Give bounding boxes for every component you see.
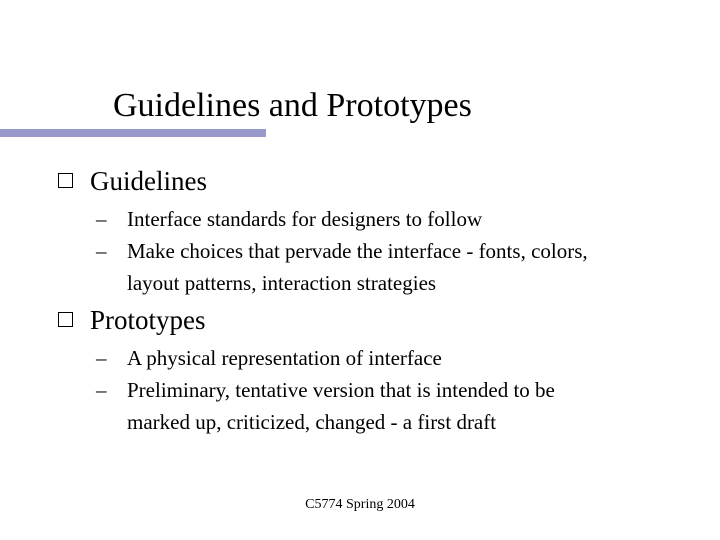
sub-bullet-line: layout patterns, interaction strategies [127,271,437,295]
sub-bullet-item [0,203,720,235]
sub-bullet-list [0,342,720,438]
sub-bullet-text [127,203,687,235]
title-underline-bar-fill [0,129,266,137]
section-guidelines [0,165,720,299]
hollow-square-bullet-icon [58,173,73,188]
sub-bullet-line: Make choices that pervade the interface - fonts, colors, [127,239,588,263]
sub-bullet-text [127,235,687,299]
section-prototypes [0,304,720,438]
sub-bullet-list [0,203,720,299]
sub-bullet-text [127,342,687,374]
sub-bullet-item [0,374,720,438]
sub-bullet-line: Interface standards for designers to follow [127,207,483,231]
bullet-heading: Guidelines [90,166,207,196]
sub-bullet-item [0,342,720,374]
slide-footer: C5774 Spring 2004 [305,497,415,512]
bullet-heading: Prototypes [90,305,206,335]
sub-bullet-text [127,374,687,438]
sub-bullet-line: marked up, criticized, changed - a first draft [127,410,497,434]
dash-bullet-icon: – [96,207,107,231]
sub-bullet-line: Preliminary, tentative version that is intended to be [127,378,555,402]
dash-bullet-icon: – [96,239,107,263]
bullet-guidelines [0,165,720,197]
sub-bullet-line: A physical representation of interface [127,346,442,370]
dash-bullet-icon: – [96,378,107,402]
slide-title: Guidelines and Prototypes [113,87,472,124]
bullet-prototypes [0,304,720,336]
dash-bullet-icon: – [96,346,107,370]
hollow-square-bullet-icon [58,312,73,327]
sub-bullet-item [0,235,720,299]
title-underline-bar [0,129,266,137]
